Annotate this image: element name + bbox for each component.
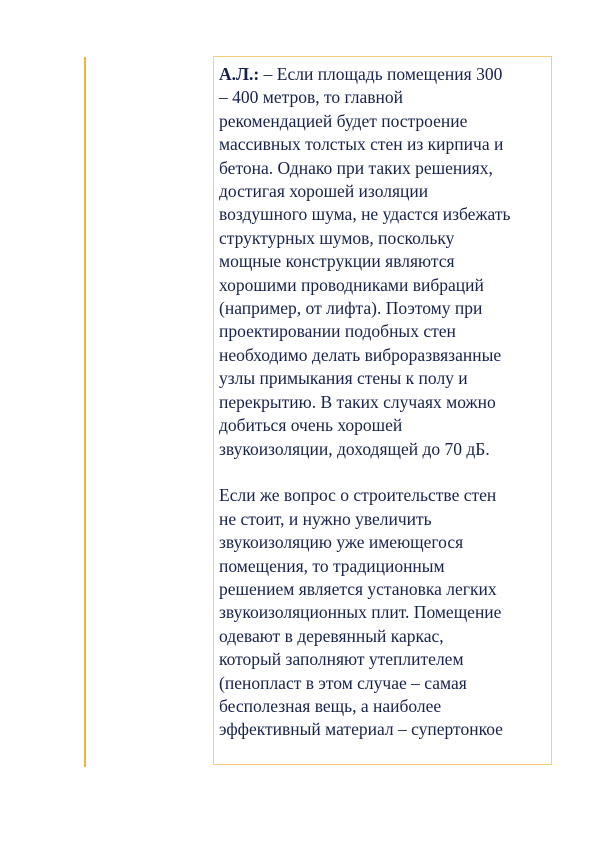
paragraph-2-line: Если же вопрос о строительстве стен (219, 485, 497, 506)
paragraph-1-line: массивных толстых стен из кирпича и (219, 134, 504, 155)
paragraph-1-line: звукоизоляции, доходящей до 70 дБ. (219, 438, 490, 459)
paragraph-1 (219, 63, 551, 461)
paragraph-1-line: рекомендацией будет построение (219, 110, 468, 131)
paragraph-1-line: узлы примыкания стены к полу и (219, 368, 468, 389)
paragraph-2-line: одевают в деревянный каркас, (219, 625, 444, 646)
left-margin-rule (84, 57, 86, 767)
paragraph-2-line: звукоизоляцию уже имеющегося (219, 532, 464, 553)
paragraph-2 (219, 484, 551, 741)
paragraph-2-line: который заполняют утеплителем (219, 649, 464, 670)
paragraph-1-line: мощные конструкции являются (219, 251, 455, 272)
paragraph-1-line: структурных шумов, поскольку (219, 227, 455, 248)
paragraph-1-line: бетона. Однако при таких решениях, (219, 157, 493, 178)
paragraph-2-line: бесполезная вещь, а наиболее (219, 695, 442, 716)
paragraph-1-line: хорошими проводниками вибраций (219, 274, 484, 295)
paragraph-2-line: (пенопласт в этом случае – самая (219, 672, 467, 693)
paragraph-2-line: не стоит, и нужно увеличить (219, 508, 432, 529)
paragraph-1-line-text: – Если площадь помещения 300 (259, 64, 503, 84)
paragraph-1-line: – 400 метров, то главной (219, 87, 404, 108)
paragraph-1-line: достигая хорошей изоляции (219, 181, 429, 202)
paragraph-1-line: проектировании подобных стен (219, 321, 456, 342)
speaker-initials: А.Л.: (219, 64, 260, 84)
paragraph-1-line: (например, от лифта). Поэтому при (219, 298, 483, 319)
interview-text-box (213, 56, 552, 765)
paragraph-2-line: решением является установка легких (219, 578, 497, 599)
paragraph-1-line (219, 63, 551, 86)
paragraph-1-line: перекрытию. В таких случаях можно (219, 391, 496, 412)
paragraph-2-line: звукоизоляционных плит. Помещение (219, 602, 502, 623)
paragraph-2-line: помещения, то традиционным (219, 555, 445, 576)
paragraph-1-line: добиться очень хорошей (219, 415, 403, 436)
paragraph-2-line: эффективный материал – супертонкое (219, 719, 503, 740)
paragraph-1-line: необходимо делать виброразвязанные (219, 344, 502, 365)
paragraph-1-line: воздушного шума, не удастся избежать (219, 204, 511, 225)
